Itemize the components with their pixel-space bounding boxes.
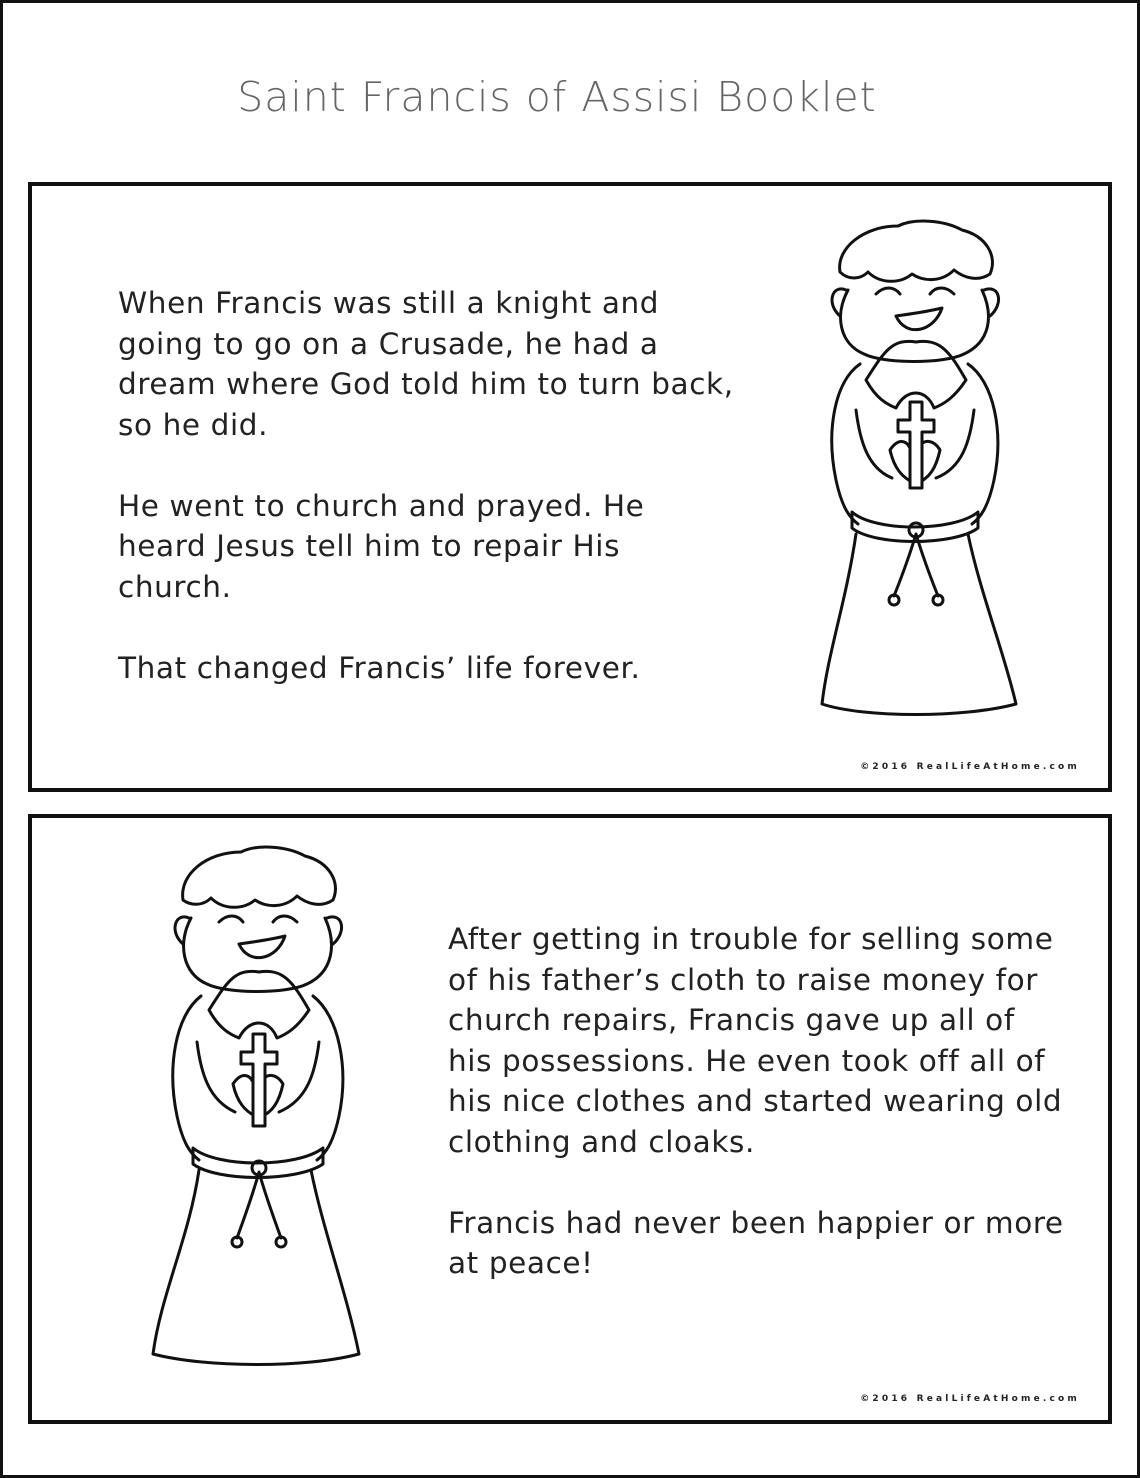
paragraph: He went to church and prayed. He heard Jesus tell him to repair His church. xyxy=(118,488,645,604)
paragraph: Francis had never been happier or more at peace! xyxy=(448,1205,1064,1280)
copyright-notice: ©2016 RealLifeAtHome.com xyxy=(860,762,1080,772)
page-title: Saint Francis of Assisi Booklet xyxy=(237,73,877,121)
panel-text xyxy=(118,283,738,688)
booklet-panel-2 xyxy=(28,814,1112,1424)
booklet-panel-1 xyxy=(28,182,1112,792)
panel-text xyxy=(448,919,1068,1284)
saint-francis-figure-icon xyxy=(137,834,377,1374)
saint-francis-figure-icon xyxy=(794,212,1034,732)
paragraph: When Francis was still a knight and going to go on a Crusade, he had a dream where God told him to turn back, so he did. xyxy=(118,286,734,442)
paragraph: That changed Francis’ life forever. xyxy=(118,650,641,685)
paragraph: After getting in trouble for selling some of his father’s cloth to raise money for church repairs, Francis gave up all of his possessions. He even took off all of his nice clothes and started wearing old clothing and cloaks. xyxy=(448,922,1063,1159)
copyright-notice: ©2016 RealLifeAtHome.com xyxy=(860,1394,1080,1404)
